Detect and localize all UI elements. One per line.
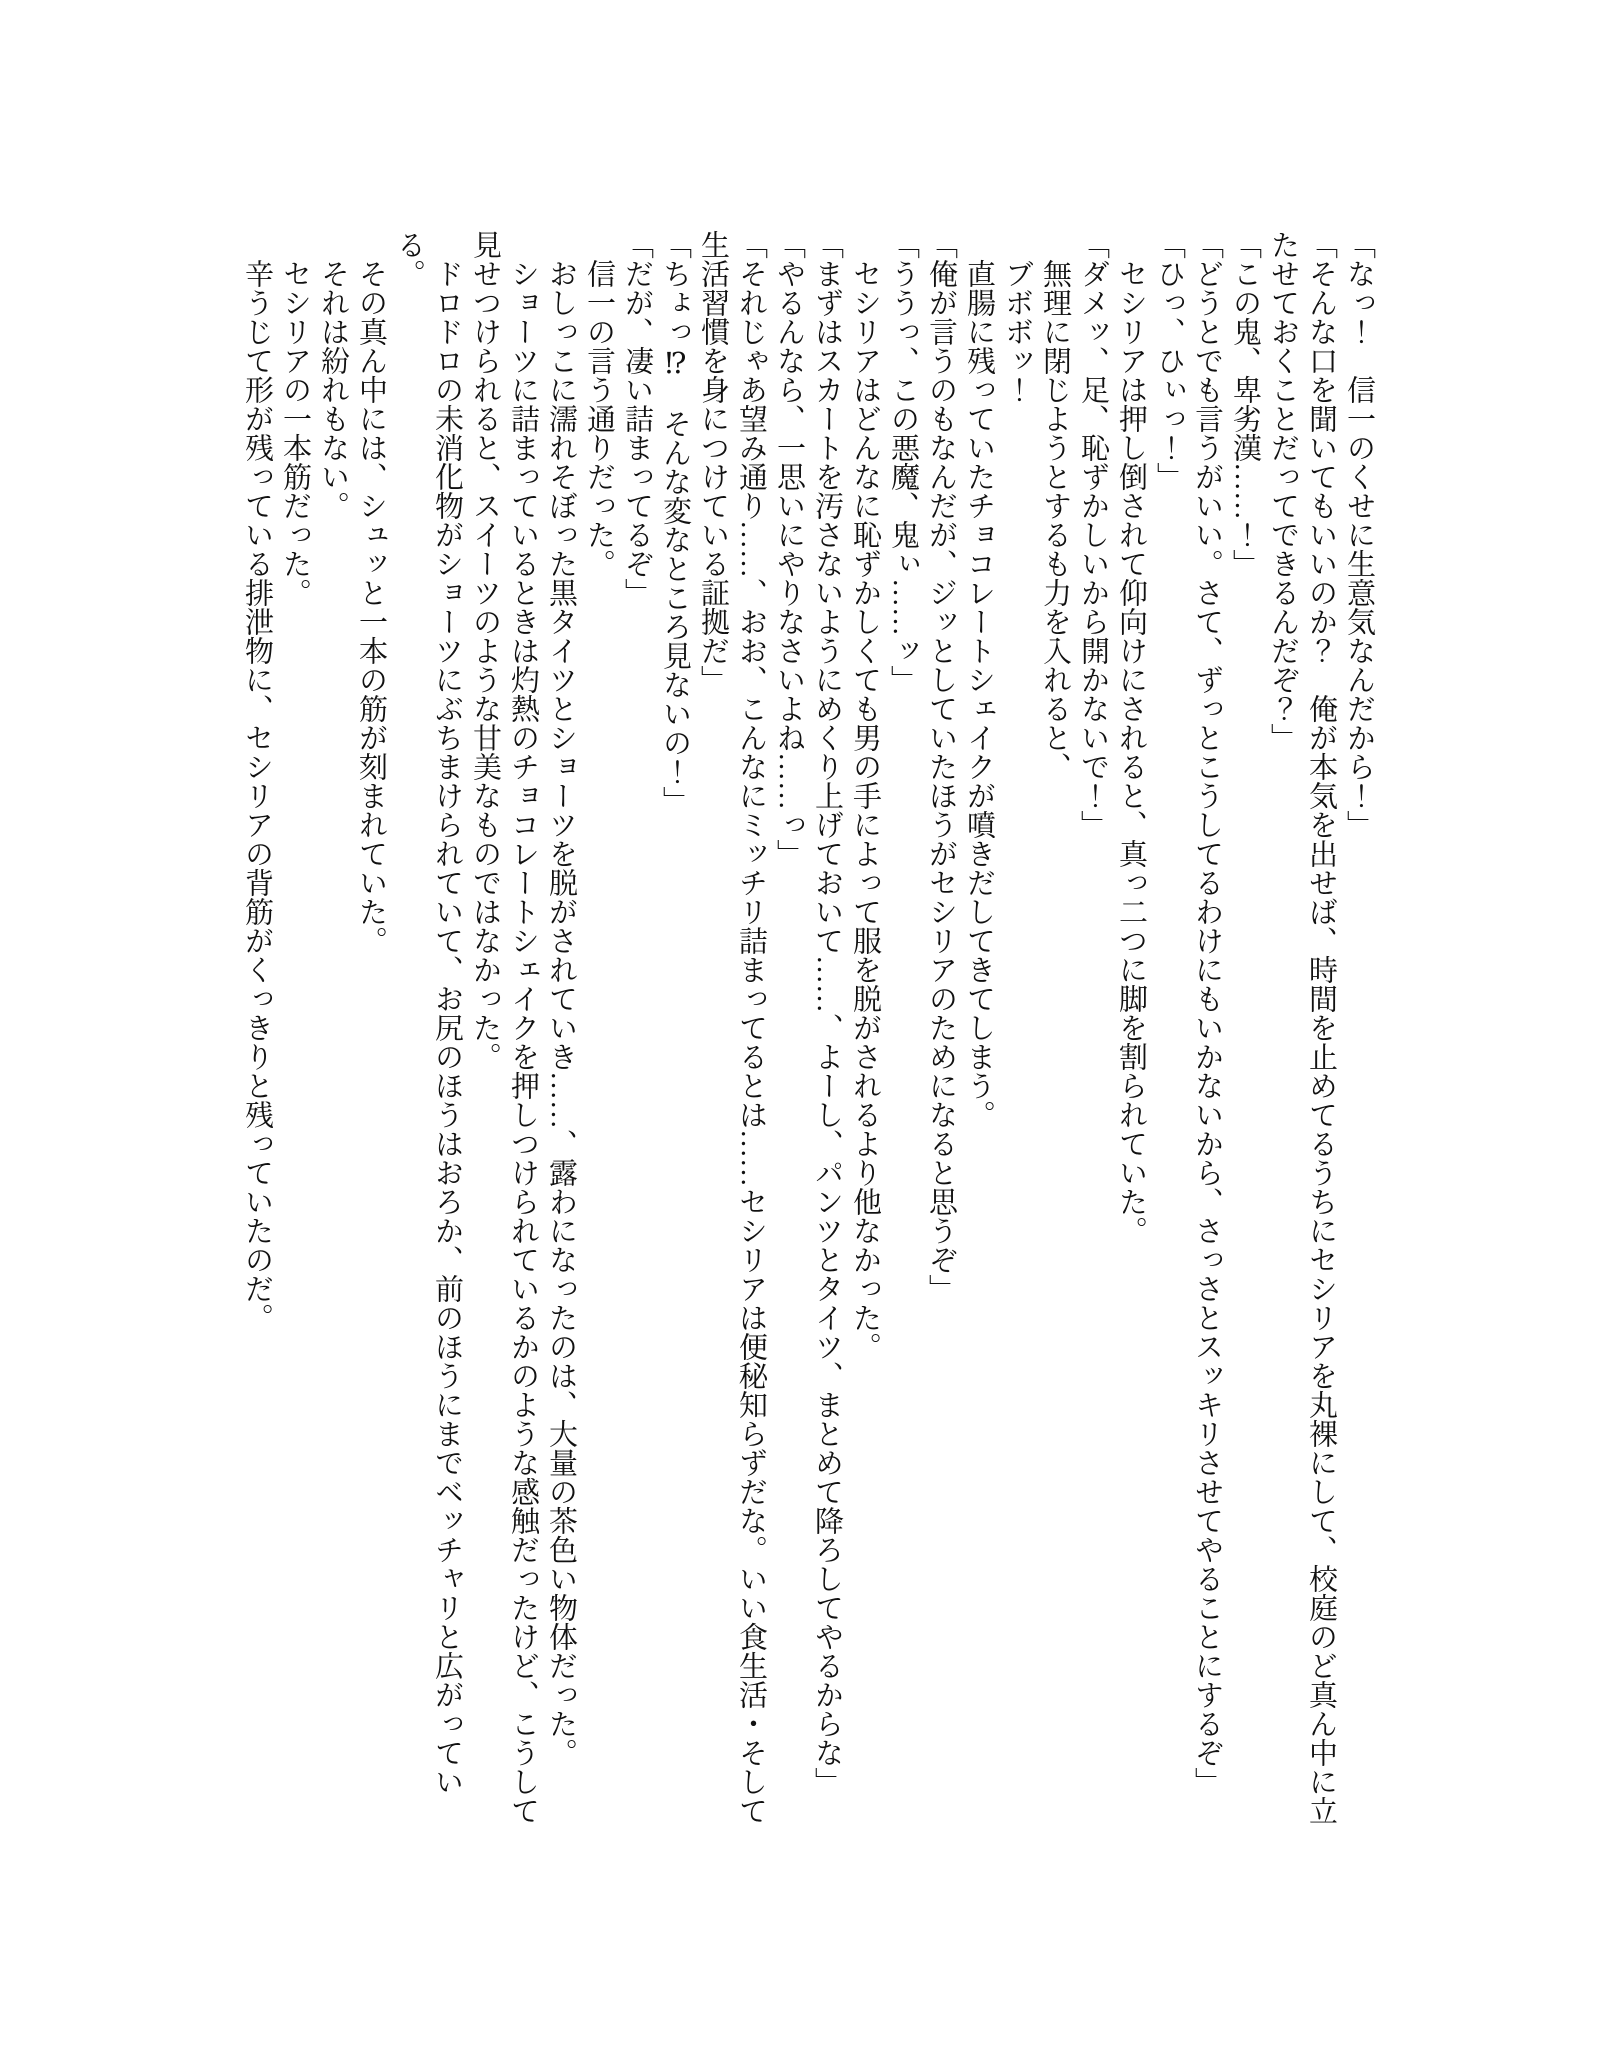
- paragraph-11: 「俺が言うのもなんだが、ジッとしていたほうがセシリアのためになると思うぞ」: [925, 230, 957, 1303]
- paragraph-2: 「そんな口を聞いてもいいのか？ 俺が本気を出せば、時間を止めてるうちにセシリアを丸裸にして、校庭のど真ん中に立たせておくことだってできるんだぞ？」: [1267, 230, 1337, 1825]
- paragraph-14: 「まずはスカートを汚さないようにめくり上げておいて……、よーし、パンツとタイツ、まとめて降ろしてやるからな」: [811, 230, 843, 1796]
- paragraph-4: 「どうとでも言うがいい。さて、ずっとこうしてるわけにもいかないから、さっさとスッキリさせてやることにするぞ」: [1191, 230, 1223, 1796]
- paragraph-20: おしっこに濡れそぼった黒タイツとショーツを脱がされていき……、露わになったのは、大量の茶色い物体だった。: [545, 259, 577, 1767]
- paragraph-3: 「この鬼、卑劣漢……！」: [1229, 230, 1261, 578]
- paragraph-7: 「ダメッ、足、恥ずかしいから開かないで！」: [1077, 230, 1109, 839]
- paragraph-8: 無理に閉じようとするも力を入れると、: [1039, 259, 1071, 781]
- paragraph-22: ドロドロの未消化物がショーツにぶちまけられていて、お尻のほうはおろか、前のほうにまでベッチャリと広がっている。: [393, 230, 463, 1796]
- paragraph-23: その真ん中には、シュッと一本の筋が刻まれていた。: [355, 259, 387, 955]
- paragraph-26: 辛うじて形が残っている排泄物に、セシリアの背筋がくっきりと残っていたのだ。: [241, 259, 273, 1332]
- vertical-text-block: [238, 230, 1378, 1830]
- paragraph-9: ブボボッ！: [1001, 259, 1033, 404]
- paragraph-15: 「やるんなら、一思いにやりなさいよね……っ」: [773, 230, 805, 868]
- paragraph-19: 信一の言う通りだった。: [583, 259, 615, 578]
- paragraph-21: ショーツに詰まっているときは灼熱のチョコレートシェイクを押しつけられているかのような感触だったけど、こうして見せつけられると、スイーツのような甘美なものではなかった。: [469, 230, 539, 1825]
- paragraph-18: 「だが、凄い詰まってるぞ」: [621, 230, 653, 607]
- paragraph-1: 「なっ！ 信一のくせに生意気なんだから！」: [1343, 230, 1375, 839]
- paragraph-5: 「ひっ、ひぃっ！」: [1153, 230, 1185, 491]
- paragraph-6: セシリアは押し倒されて仰向けにされると、真っ二つに脚を割られていた。: [1115, 259, 1147, 1245]
- paragraph-12: 「ううっ、この悪魔、鬼ぃ……ッ」: [887, 230, 919, 694]
- paragraph-10: 直腸に残っていたチョコレートシェイクが噴きだしてきてしまう。: [963, 259, 995, 1129]
- paragraph-17: 「ちょっ⁉ そんな変なところ見ないの！」: [659, 230, 691, 815]
- paragraph-24: それは紛れもない。: [317, 259, 349, 520]
- paragraph-25: セシリアの一本筋だった。: [279, 259, 311, 607]
- paragraph-16: 「それじゃあ望み通り……、おお、こんなにミッチリ詰まってるとは……セシリアは便秘知らずだな。いい食生活・そして生活習慣を身につけている証拠だ」: [697, 230, 767, 1825]
- paragraph-13: セシリアはどんなに恥ずかしくても男の手によって服を脱がされるより他なかった。: [849, 259, 881, 1361]
